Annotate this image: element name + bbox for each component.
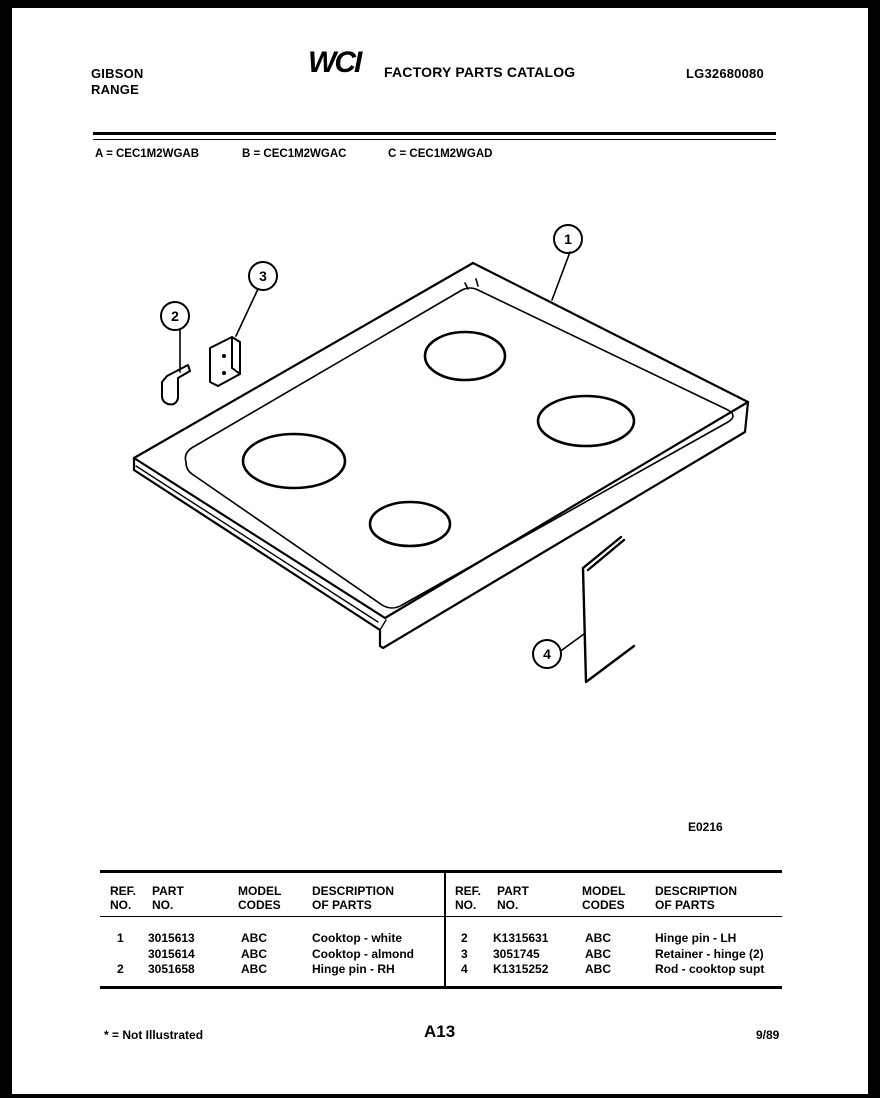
table-col-desc-left: [312, 931, 414, 978]
revision-date: 9/89: [756, 1028, 780, 1042]
table-cell: 3051745: [493, 946, 540, 961]
col-description-left: DESCRIPTION OF PARTS: [312, 884, 395, 912]
page-number: A13: [424, 1022, 456, 1041]
burner-center-front: [370, 502, 450, 546]
table-col-codes-left: [241, 931, 267, 978]
table-cell: 3: [461, 946, 468, 961]
cooktop-support-rod: [583, 537, 634, 682]
burner-left-front: [243, 434, 345, 488]
wci-logo: WCI: [308, 46, 361, 79]
callout-1-label: 1: [564, 231, 572, 247]
table-col-part-left: [148, 931, 195, 978]
table-top-rule: [100, 870, 782, 873]
cooktop-front-edge: [134, 402, 748, 648]
footnote: * = Not Illustrated: [104, 1028, 204, 1042]
table-cell: Cooktop - almond: [312, 946, 414, 961]
table-cell: ABC: [585, 946, 611, 961]
burner-left-rear: [425, 332, 505, 380]
table-col-desc-right: [655, 931, 764, 978]
table-cell: ABC: [241, 946, 267, 961]
col-ref-no-left: REF. NO.: [110, 884, 137, 912]
col-part-no-right: PART NO.: [497, 884, 529, 912]
callout-4-label: 4: [543, 646, 551, 662]
model-c: C = CEC1M2WGAD: [388, 148, 493, 160]
catalog-number: LG32680080: [686, 66, 764, 81]
brand-line-2: RANGE: [91, 82, 139, 97]
table-cell: Hinge pin - LH: [655, 931, 737, 945]
table-cell: [117, 947, 124, 963]
model-a: A = CEC1M2WGAB: [95, 148, 200, 160]
catalog-title: FACTORY PARTS CATALOG: [384, 64, 576, 80]
burner-right: [538, 396, 634, 446]
table-bottom-rule: [100, 986, 782, 989]
table-col-ref-right: [461, 931, 468, 978]
table-cell: ABC: [241, 931, 267, 945]
table-cell: Retainer - hinge (2): [655, 946, 764, 961]
table-cell: 4: [461, 962, 468, 976]
table-col-ref-left: [117, 931, 124, 978]
table-cell: 2: [461, 931, 468, 945]
col-ref-no-right: REF. NO.: [455, 884, 482, 912]
table-cell: 3051658: [148, 962, 195, 976]
table-cell: 1: [117, 931, 124, 945]
table-cell: Cooktop - white: [312, 931, 402, 945]
cooktop-outline: [134, 263, 748, 618]
table-cell: K1315252: [493, 962, 549, 976]
table-col-codes-right: [585, 931, 611, 978]
col-model-codes-left: MODEL CODES: [238, 884, 282, 912]
brand-line-1: GIBSON: [91, 66, 144, 81]
col-part-no-left: PART NO.: [152, 884, 184, 912]
col-description-right: DESCRIPTION OF PARTS: [655, 884, 738, 912]
hinge-pin-rh: [162, 365, 190, 404]
table-header-rule: [100, 916, 782, 917]
table-cell: 3015614: [148, 946, 195, 961]
table-cell: 2: [117, 962, 124, 976]
table-divider: [444, 872, 446, 988]
table-cell: K1315631: [493, 931, 549, 945]
model-b: B = CEC1M2WGAC: [242, 148, 347, 160]
callout-3-label: 3: [259, 268, 267, 284]
col-model-codes-right: MODEL CODES: [582, 884, 626, 912]
table-cell: ABC: [585, 962, 611, 976]
figure-code: E0216: [688, 820, 723, 834]
table-cell: 3015613: [148, 931, 195, 945]
hinge-retainer: [210, 337, 240, 386]
table-cell: Hinge pin - RH: [312, 962, 395, 976]
callout-2-label: 2: [171, 308, 179, 324]
cooktop-inner-surface: [185, 288, 733, 608]
table-cell: ABC: [585, 931, 611, 945]
table-cell: Rod - cooktop supt: [655, 962, 765, 976]
table-cell: ABC: [241, 962, 267, 976]
table-col-part-right: [493, 931, 548, 978]
